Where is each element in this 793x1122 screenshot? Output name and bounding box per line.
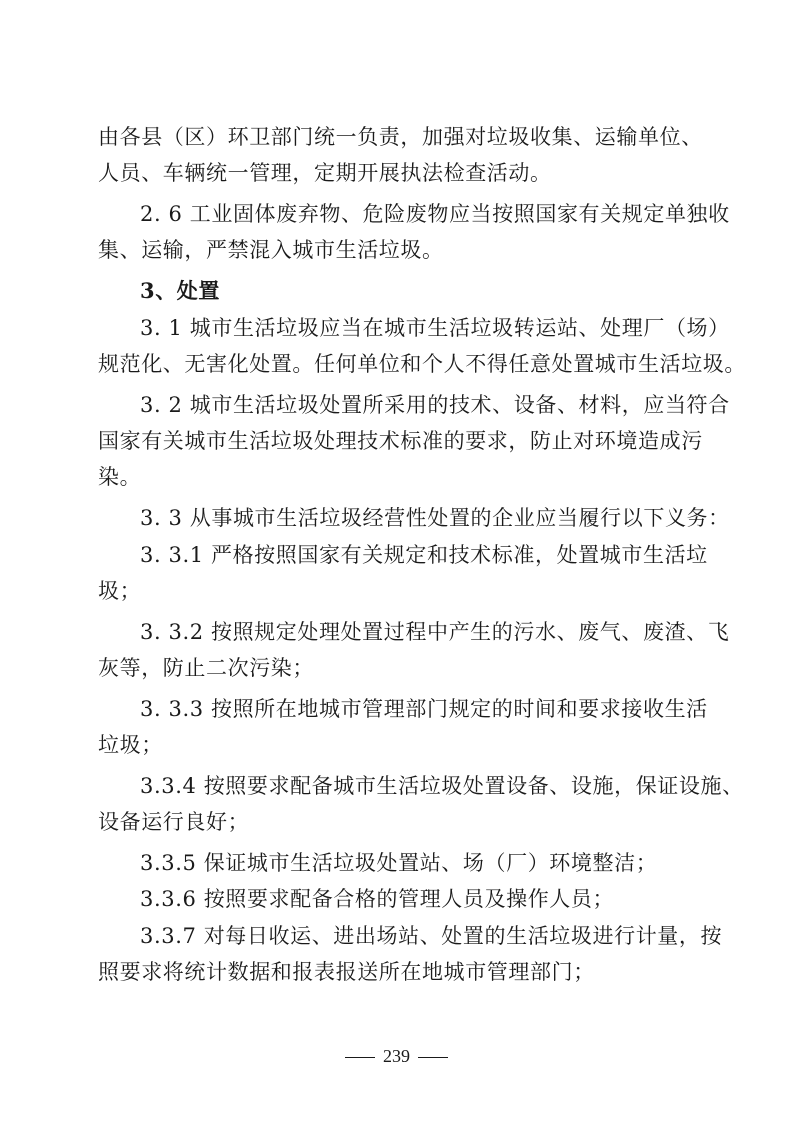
body-line: 染。 bbox=[98, 465, 142, 489]
page-footer bbox=[0, 1044, 793, 1068]
body-line: 3. 2 城市生活垃圾处置所采用的技术、设备、材料，应当符合 bbox=[140, 393, 730, 417]
body-line: 设备运行良好； bbox=[98, 810, 250, 834]
body-line: 国家有关城市生活垃圾处理技术标准的要求，防止对环境造成污 bbox=[98, 429, 703, 453]
body-line: 3.3.6 按照要求配备合格的管理人员及操作人员； bbox=[140, 887, 615, 911]
body-line: 3.3.7 对每日收运、进出场站、处置的生活垃圾进行计量，按 bbox=[140, 924, 723, 948]
footer-dash-left bbox=[345, 1057, 375, 1058]
body-line: 3. 3.3 按照所在地城市管理部门规定的时间和要求接收生活 bbox=[140, 697, 708, 721]
body-line: 人员、车辆统一管理，定期开展执法检查活动。 bbox=[98, 161, 552, 185]
body-line: 3. 3 从事城市生活垃圾经营性处置的企业应当履行以下义务： bbox=[140, 506, 730, 530]
body-line: 规范化、无害化处置。任何单位和个人不得任意处置城市生活垃圾。 bbox=[98, 352, 746, 376]
body-line: 2. 6 工业固体废弃物、危险废物应当按照国家有关规定单独收 bbox=[140, 202, 730, 226]
body-line: 灰等，防止二次污染； bbox=[98, 656, 314, 680]
body-line: 圾； bbox=[98, 579, 142, 603]
section-heading: 3、处置 bbox=[140, 278, 221, 303]
body-line: 由各县（区）环卫部门统一负责，加强对垃圾收集、运输单位、 bbox=[98, 125, 703, 149]
body-line: 3. 3.1 严格按照国家有关规定和技术标准，处置城市生活垃 bbox=[140, 543, 708, 567]
body-line: 集、运输，严禁混入城市生活垃圾。 bbox=[98, 238, 444, 262]
page-number: 239 bbox=[383, 1046, 410, 1066]
body-line: 3.3.4 按照要求配备城市生活垃圾处置设备、设施，保证设施、 bbox=[140, 774, 744, 798]
footer-dash-right bbox=[418, 1057, 448, 1058]
body-line: 3. 3.2 按照规定处理处置过程中产生的污水、废气、废渣、飞 bbox=[140, 620, 730, 644]
body-line: 3. 1 城市生活垃圾应当在城市生活垃圾转运站、处理厂（场） bbox=[140, 316, 730, 340]
body-line: 3.3.5 保证城市生活垃圾处置站、场（厂）环境整洁； bbox=[140, 851, 658, 875]
body-line: 垃圾； bbox=[98, 733, 163, 757]
body-line: 照要求将统计数据和报表报送所在地城市管理部门； bbox=[98, 960, 595, 984]
